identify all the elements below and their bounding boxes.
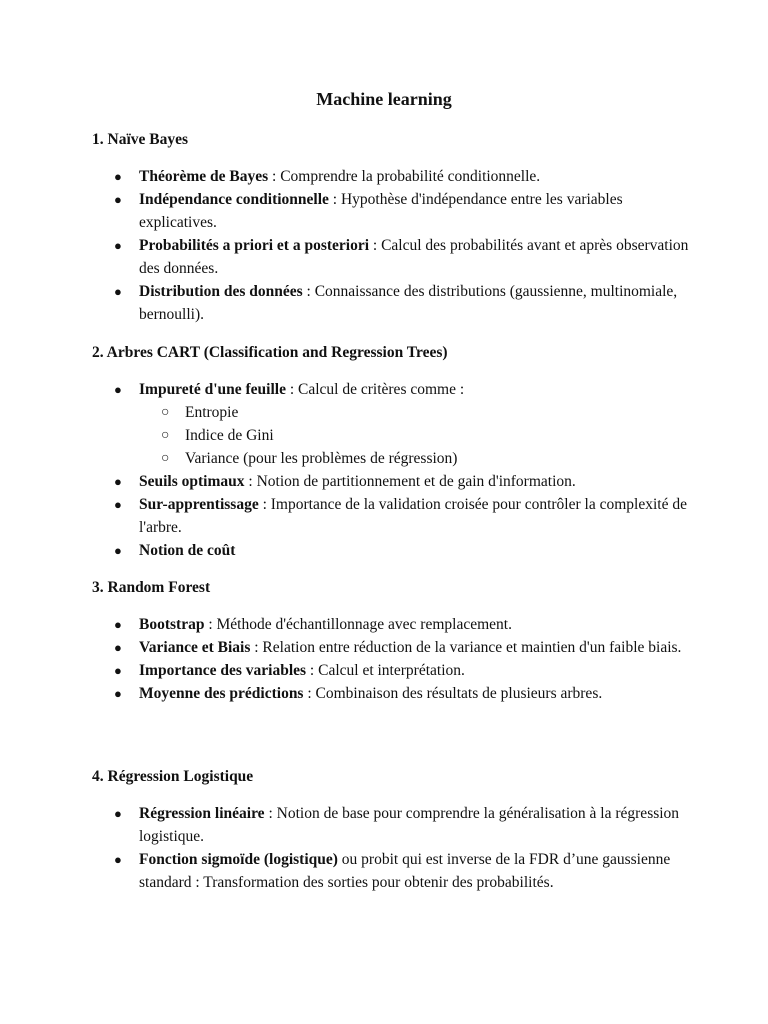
list-item: ● Notion de coût — [92, 539, 692, 562]
list-item: ● Bootstrap : Méthode d'échantillonnage avec remplacement. — [92, 613, 692, 636]
circle-bullet-icon: ○ — [161, 428, 170, 443]
section-naive-bayes — [92, 128, 692, 326]
bullet-icon: ● — [114, 617, 122, 632]
circle-bullet-icon: ○ — [161, 405, 170, 420]
bullet-icon: ● — [114, 238, 122, 253]
list-item: ● Distribution des données : Connaissance des distributions (gaussienne, multinomiale, bernoulli). — [92, 280, 692, 326]
bullet-icon: ● — [114, 284, 122, 299]
bullet-list — [92, 613, 692, 705]
circle-bullet-icon: ○ — [161, 451, 170, 466]
section-heading: 4. Régression Logistique — [92, 768, 254, 785]
bullet-icon: ● — [114, 169, 122, 184]
list-item: ● Indépendance conditionnelle : Hypothèse d'indépendance entre les variables explicatives. — [92, 188, 692, 234]
bullet-icon: ● — [114, 806, 122, 821]
list-item: ● Probabilités a priori et a posteriori : Calcul des probabilités avant et après observation des données. — [92, 234, 692, 280]
list-item: ● Théorème de Bayes : Comprendre la probabilité conditionnelle. — [92, 165, 692, 188]
section-heading: 1. Naïve Bayes — [92, 131, 189, 148]
section-heading: 3. Random Forest — [92, 579, 211, 596]
section-logistic-regression — [92, 765, 692, 894]
list-item: ● Sur-apprentissage : Importance de la validation croisée pour contrôler la complexité de l'arbre. — [92, 493, 692, 539]
list-item: ● Fonction sigmoïde (logistique) ou probit qui est inverse de la FDR d’une gaussienne standard : Transformation des sorties pour obtenir des probabilités. — [92, 848, 692, 894]
bullet-list — [92, 378, 692, 562]
sub-list-item: ○ Entropie — [139, 401, 692, 424]
section-random-forest — [92, 576, 692, 705]
bullet-icon: ● — [114, 382, 122, 397]
bullet-icon: ● — [114, 852, 122, 867]
list-item: ● Moyenne des prédictions : Combinaison des résultats de plusieurs arbres. — [92, 682, 692, 705]
bullet-icon: ● — [114, 543, 122, 558]
bullet-icon: ● — [114, 663, 122, 678]
section-cart — [92, 341, 692, 562]
bullet-icon: ● — [114, 192, 122, 207]
list-item: ● Variance et Biais : Relation entre réduction de la variance et maintien d'un faible biais. — [92, 636, 692, 659]
sub-list-item: ○ Indice de Gini — [139, 424, 692, 447]
bullet-icon: ● — [114, 686, 122, 701]
bullet-icon: ● — [114, 474, 122, 489]
sub-list-item: ○ Variance (pour les problèmes de régression) — [139, 447, 692, 470]
bullet-icon: ● — [114, 497, 122, 512]
bullet-list — [92, 165, 692, 326]
list-item: ● Régression linéaire : Notion de base pour comprendre la généralisation à la régression logistique. — [92, 802, 692, 848]
bullet-list — [92, 802, 692, 894]
list-item: ● Importance des variables : Calcul et interprétation. — [92, 659, 692, 682]
bullet-icon: ● — [114, 640, 122, 655]
sub-list — [139, 401, 692, 470]
document-title: Machine learning — [316, 89, 452, 109]
list-item: ● Impureté d'une feuille : Calcul de critères comme : ○ Entropie ○ Indice de Gini ○ Variance (pour les problèmes de régression) — [92, 378, 692, 470]
section-heading: 2. Arbres CART (Classification and Regression Trees) — [92, 344, 448, 361]
list-item: ● Seuils optimaux : Notion de partitionnement et de gain d'information. — [92, 470, 692, 493]
